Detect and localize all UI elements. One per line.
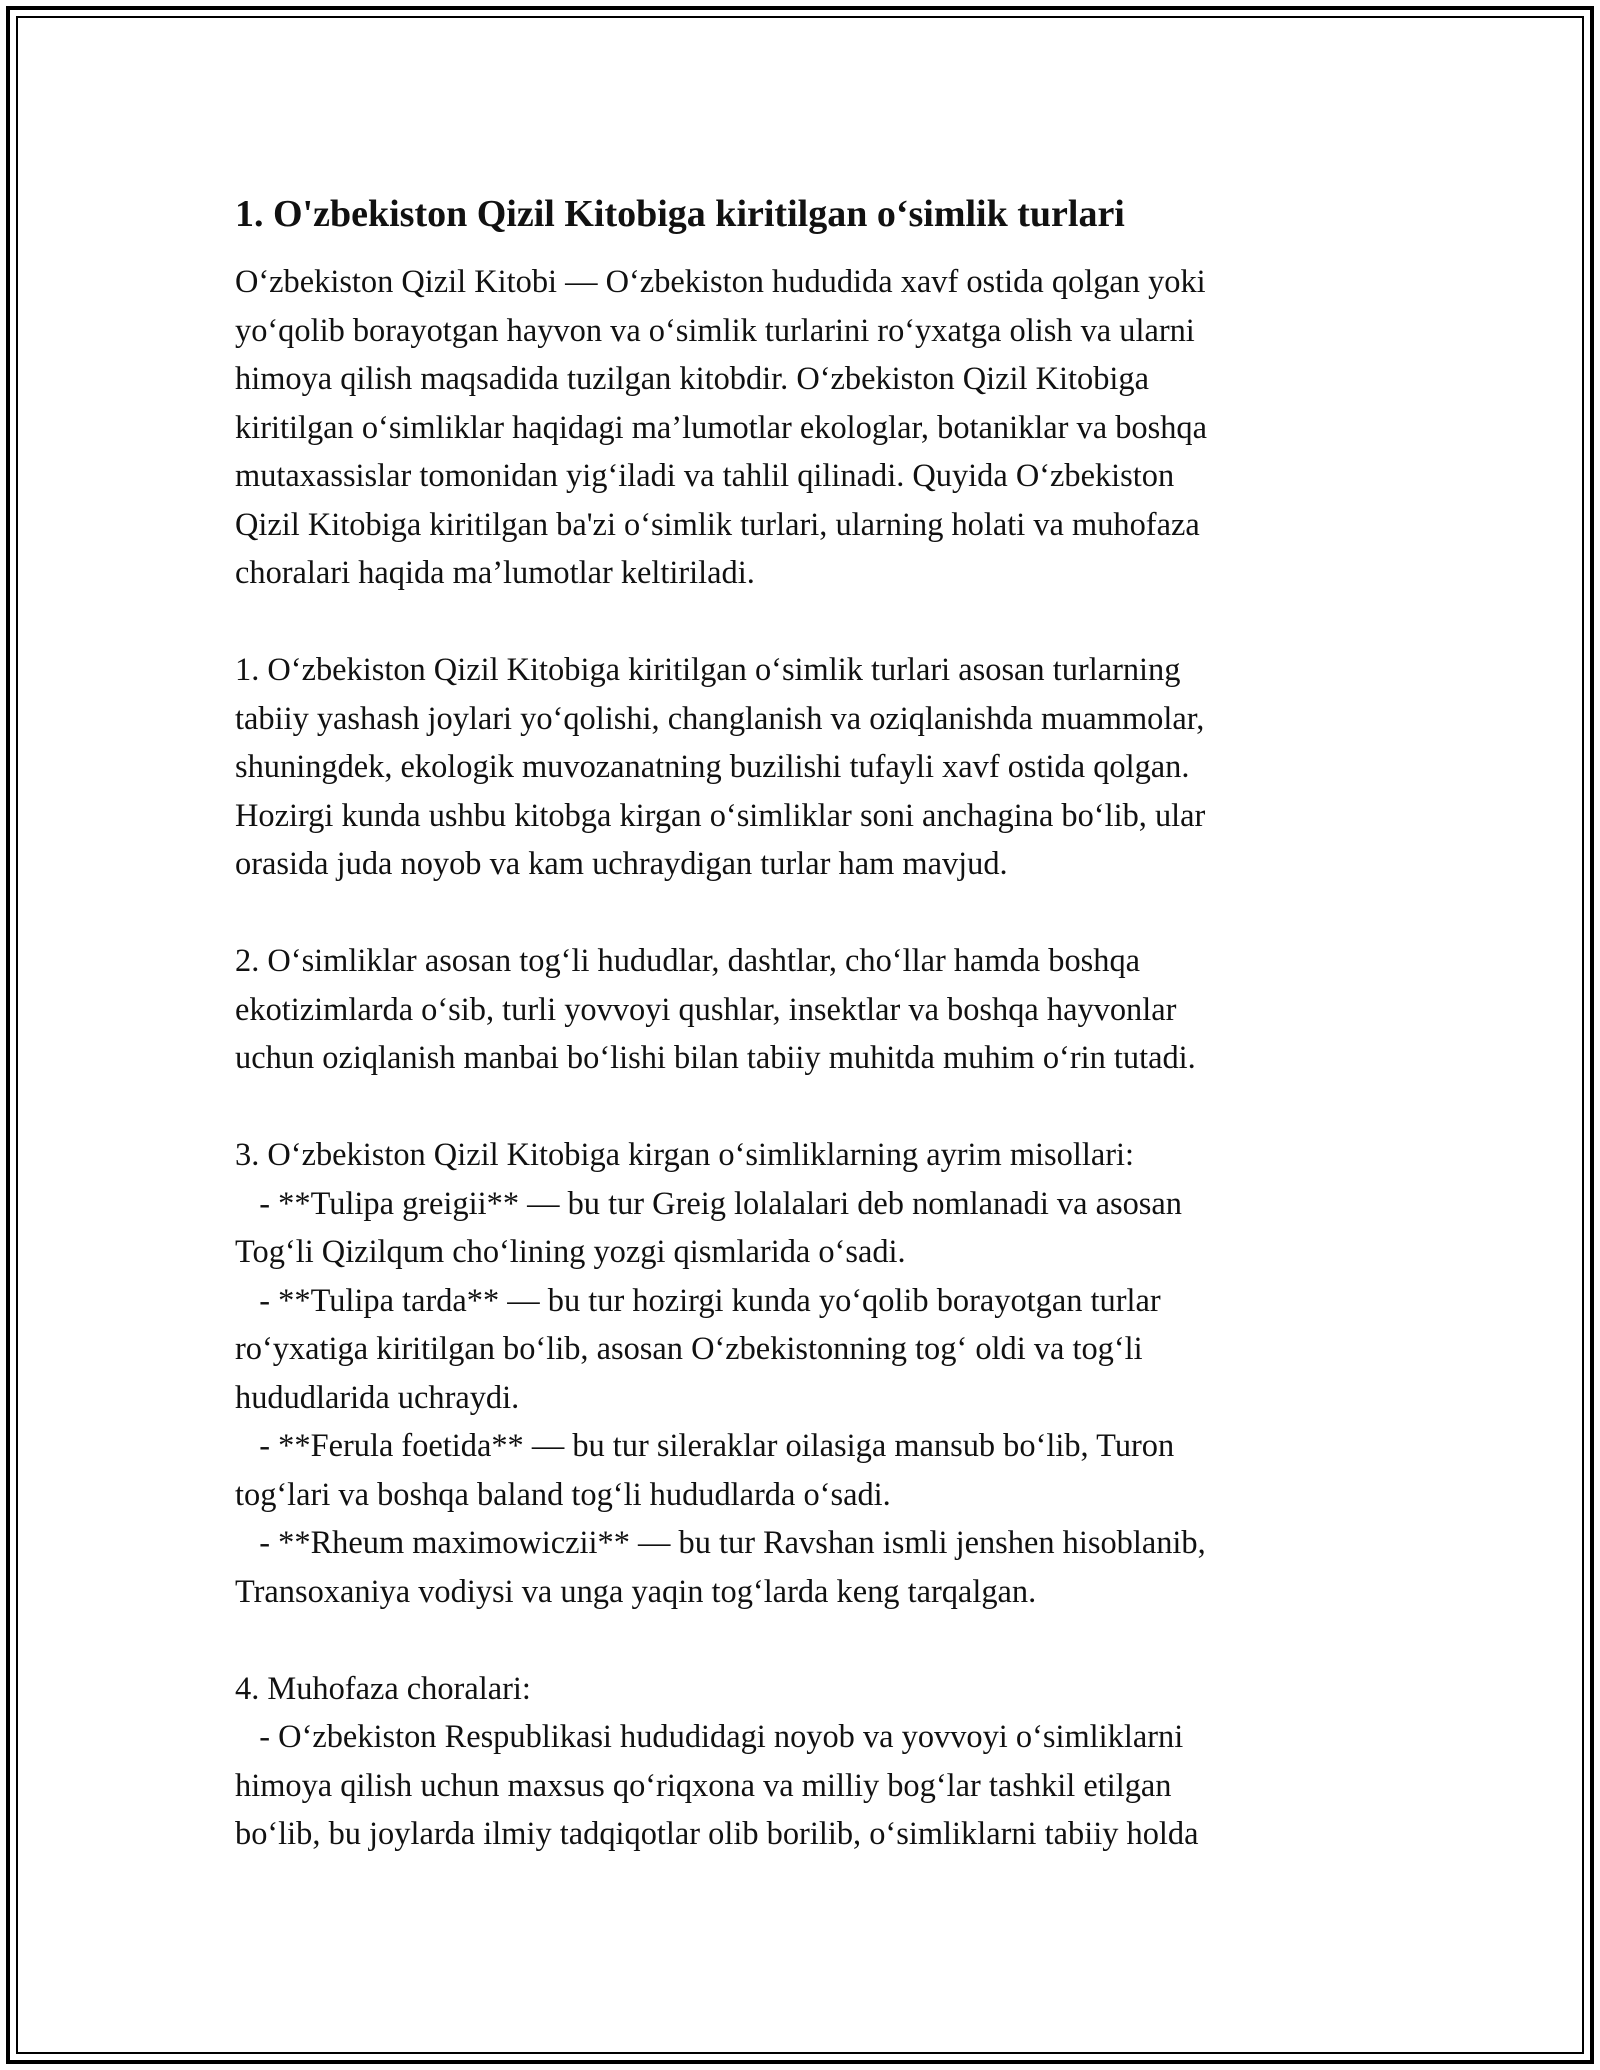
text-line: himoya qilish uchun maxsus qo‘riqxona va milliy bog‘lar tashkil etilgan	[235, 1767, 1172, 1804]
text-line: mutaxassislar tomonidan yig‘iladi va tahlil qilinadi. Quyida O‘zbekiston	[235, 458, 1175, 494]
text-line: Qizil Kitobiga kiritilgan ba'zi o‘simlik turlari, ularning holati va muhofaza	[235, 506, 1200, 543]
list-item-line: - **Tulipa tarda** — bu tur hozirgi kunda yo‘qolib borayotgan turlar	[235, 1282, 1161, 1319]
text-line: choralari haqida ma’lumotlar keltiriladi.	[235, 555, 755, 591]
document-title: 1. O'zbekiston Qizil Kitobiga kiritilgan o‘simlik turlari	[235, 193, 1125, 235]
paragraph-spacer	[235, 1083, 1365, 1132]
paragraph-section-2	[235, 937, 1365, 1083]
list-item-line: - **Ferula foetida** — bu tur sileraklar oilasiga mansub bo‘lib, Turon	[235, 1428, 1175, 1464]
text-line: Tog‘li Qizilqum cho‘lining yozgi qismlarida o‘sadi.	[235, 1234, 906, 1270]
text-line: shuningdek, ekologik muvozanatning buzilishi tufayli xavf ostida qolgan.	[235, 749, 1190, 785]
text-line: yo‘qolib borayotgan hayvon va o‘simlik turlarini ro‘yxatga olish va ularni	[235, 312, 1195, 349]
text-line: O‘zbekiston Qizil Kitobi — O‘zbekiston hududida xavf ostida qolgan yoki	[235, 264, 1206, 300]
text-line: Hozirgi kunda ushbu kitobga kirgan o‘simliklar soni anchagina bo‘lib, ular	[235, 797, 1206, 834]
text-line: himoya qilish maqsadida tuzilgan kitobdir. O‘zbekiston Qizil Kitobiga	[235, 361, 1149, 397]
text-line: 4. Muhofaza choralari:	[235, 1670, 531, 1707]
text-line: 1. O‘zbekiston Qizil Kitobiga kiritilgan o‘simlik turlari asosan turlarning	[235, 652, 1181, 688]
text-line: tabiiy yashash joylari yo‘qolishi, changlanish va oziqlanishda muammolar,	[235, 700, 1205, 737]
text-line: Transoxaniya vodiysi va unga yaqin tog‘larda keng tarqalgan.	[235, 1573, 1037, 1610]
text-line: hududlarida uchraydi.	[235, 1379, 520, 1416]
text-line: ekotizimlarda o‘sib, turli yovvoyi qushlar, insektlar va boshqa hayvonlar	[235, 991, 1177, 1028]
paragraph-section-1	[235, 646, 1365, 889]
text-line: ro‘yxatiga kiritilgan bo‘lib, asosan O‘zbekistonning tog‘ oldi va tog‘li	[235, 1331, 1143, 1367]
paragraph-section-4	[235, 1665, 1365, 1859]
paragraph-intro	[235, 258, 1365, 598]
list-item-line: - O‘zbekiston Respublikasi hududidagi noyob va yovvoyi o‘simliklarni	[235, 1719, 1184, 1755]
text-line: orasida juda noyob va kam uchraydigan turlar ham mavjud.	[235, 846, 1008, 882]
paragraph-spacer	[235, 598, 1365, 647]
paragraph-spacer	[235, 889, 1365, 938]
paragraph-spacer	[235, 1616, 1365, 1665]
text-line: kiritilgan o‘simliklar haqidagi ma’lumotlar ekologlar, botaniklar va boshqa	[235, 409, 1207, 446]
text-line: 3. O‘zbekiston Qizil Kitobiga kirgan o‘simliklarning ayrim misollari:	[235, 1137, 1134, 1173]
text-line: uchun oziqlanish manbai bo‘lishi bilan tabiiy muhitda muhim o‘rin tutadi.	[235, 1040, 1196, 1076]
text-line: 2. O‘simliklar asosan tog‘li hududlar, dashtlar, cho‘llar hamda boshqa	[235, 943, 1141, 979]
document-body	[235, 188, 1365, 1859]
text-line: bo‘lib, bu joylarda ilmiy tadqiqotlar olib borilib, o‘simliklarni tabiiy holda	[235, 1816, 1199, 1852]
paragraph-section-3	[235, 1131, 1365, 1616]
list-item-line: - **Tulipa greigii** — bu tur Greig lolalalari deb nomlanadi va asosan	[235, 1185, 1182, 1222]
text-line: tog‘lari va boshqa baland tog‘li hududlarda o‘sadi.	[235, 1476, 891, 1513]
list-item-line: - **Rheum maximowiczii** — bu tur Ravshan ismli jenshen hisoblanib,	[235, 1525, 1206, 1561]
